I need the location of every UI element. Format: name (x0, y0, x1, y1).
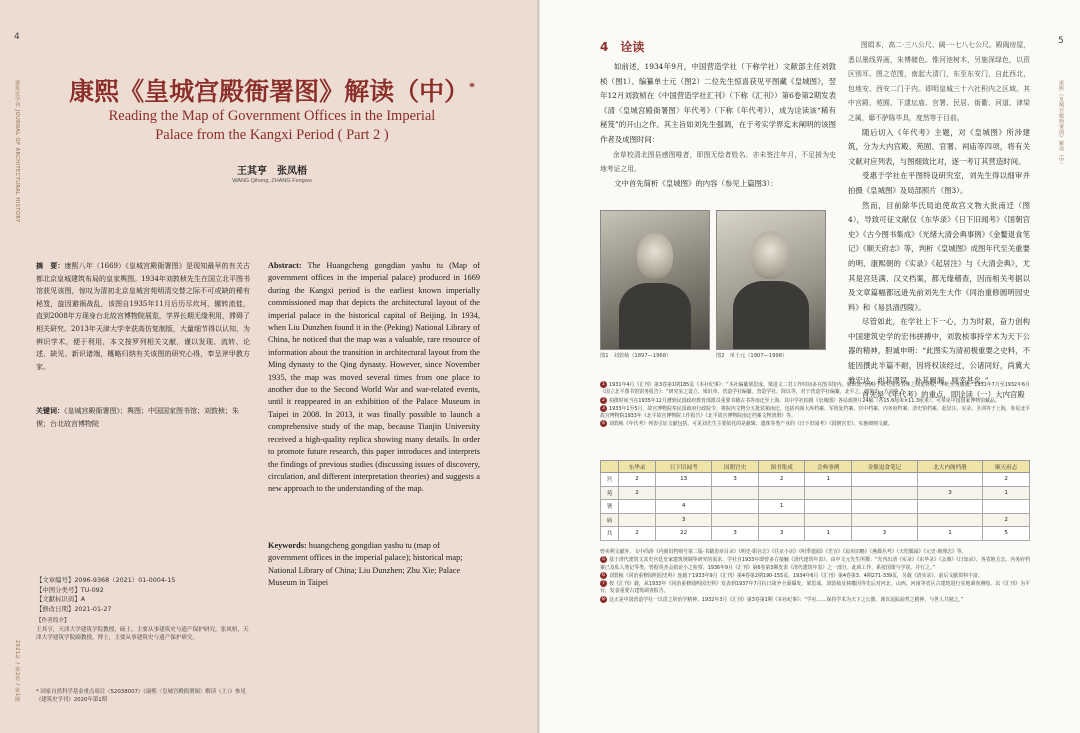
footnote-text: 拍摄时间当在1935年12月遭到民国政府教育部派员重要书籍古书等南迁至上海，其中学社拍摄《皇城图》各局部照片24幅（各15.6厘米×11.3厘米），可参见中国国家博物馆藏品。 (609, 397, 1000, 404)
reference-table (600, 460, 1030, 541)
article-title-cn (62, 72, 482, 108)
table-cell: 宫 (601, 473, 619, 487)
table-cell: 苑 (601, 486, 619, 500)
fund-note: * 国家自然科学基金重点项目（52038007）《康熙〈皇城宫殿衙署图〉解读（上）》参见《建筑史学刊》2020年第1期 (36, 689, 246, 704)
photo-liu-dunzhen (600, 210, 710, 350)
meta-article-number: 【文章编号】2096-9368（2021）01-0004-15 (36, 576, 176, 584)
table-cell: 3 (712, 527, 759, 541)
footnote-text: 1933年1至5月，故宫博物院奉民国政府行政院令，将院内文物分五批装箱南迁，包括内阁大库档案、军机处档案、宫中档案、内务府档案、清史馆档案、起居注、实录、圣训等于上海。参见北平故宫博物院1933年《北平故宫博物院工作报告》《北平故宫博物院南迁档案文物清册》等。 (600, 405, 1030, 420)
table-cell: 5 (983, 527, 1030, 541)
table-cell (712, 513, 759, 527)
body-paragraph: 如前述，1934年9月，中国营造学社（下称学社）文献部主任刘敦桢（图1）、编纂单士元（图2）二位先生惊喜获见平图藏《皇城图》，翌年12月刘敦桢在《中国营造学社汇刊》（下称《汇刊》）第6卷第2期发表《清〈皇城宫殿衙署图〉年代考》（下称《年代考》），成为诠读该“稀有秘笈”的开山之作。其主旨如刘先生强调，在于考实学界迄未阐明的该图作者及成图时间： (600, 62, 836, 144)
table-row (601, 527, 1030, 541)
right-side-title: 康熙《皇城宫殿衙署图》解读（中） (1058, 80, 1064, 168)
footnote (600, 420, 1030, 428)
table-cell (917, 513, 983, 527)
keywords-cn (36, 405, 250, 430)
table-cell (917, 473, 983, 487)
body-column-right (848, 38, 1030, 403)
keywords-cn-text: 《皇城宫殿衙署图》；舆图；中国国家图书馆；刘敦桢；朱偰；台北故宫博物院 (36, 407, 239, 428)
body-paragraph: 随后切入《年代考》主题，对《皇城图》所涉建筑，分为大内宫殿、苑囿、官署、祠庙等四项，将有关文献对应列表，与图细致比对，逐一考订其营造时间。 (848, 127, 1030, 166)
footnote-text: 按《汇刊》载，从1933年《同治重修圆明园史料》发表到1937年7月抗日战争全面爆发，梁思成、刘敦桢及林徽因等先后对河北、山西、河南等省区古建筑进行实地调查测绘，以《汇刊》为平台，发表重要古建筑调查报告。 (600, 581, 1030, 595)
table-cell: 2 (983, 473, 1030, 487)
table-header: 顺天府志 (983, 461, 1030, 473)
footnote (600, 580, 1030, 596)
abstract-cn-label: 摘 要： (36, 261, 65, 270)
footnote (600, 397, 1030, 405)
table-row (601, 486, 1030, 500)
footnote-text: 基于清代建筑文其史宫廷皇家建筑规制等研究的需求，学社自1933年即曾多方接触《清代建筑年表》，由中文元先生所撰：“先刊出清《实录》《东华录》《会典》《日知录》、各省地方志、内务府档案已及私人笔记等类，曾据英杰会拟论小之检察，1936年9月《汇刊》第6卷第3期发表《清代建筑年表》之一部分。此项工作，系按国策与学说，并行之。” (600, 557, 1030, 571)
table-cell: 1 (983, 486, 1030, 500)
table-cell (712, 500, 759, 514)
table-cell: 3 (852, 527, 918, 541)
body-paragraph: 受惠于学社在平图特设研究室，刘先生得以细审并拍摄《皇城图》及局部照片（图3）。 (848, 171, 1030, 195)
table-cell: 署 (601, 500, 619, 514)
table-cell (805, 513, 852, 527)
footnote-text: 这正是中国营造学社一以贯之的治学精神。1932年3月《汇刊》第3卷第1期《本社纪事》：“学社……保持学术为天下之公器，谨以追踪前哲之精神，与世人共勉之。” (609, 596, 964, 603)
fig2-caption: 图2 单士元（1907—1998） (716, 353, 788, 359)
title-en-line1: Reading the Map of Government Offices in the Imperial (108, 108, 436, 124)
footnote-marker: 6 (600, 572, 607, 579)
title-footnote-mark: * (469, 80, 475, 94)
footnote-text: 刘敦桢《同治重修圆明园史料》连载于1933年9月《汇刊》第4卷第2期190-155页，1934年6月《汇刊》第4卷第3、4期271-339页，另载《清实录》，前后文献资料丰富。 (609, 572, 983, 579)
table-cell: 2 (619, 527, 656, 541)
table-cell (619, 513, 656, 527)
table-cell: 1 (758, 500, 805, 514)
footnotes-top (600, 381, 1030, 429)
table-cell: 2 (619, 486, 656, 500)
keywords-en-text: huangcheng gongdian yashu tu (map of government offices in the imperial palace); historical map; National Library of China; Liu Dunzhen; Zhu Xie; Palace Museum in Taipei (268, 541, 463, 588)
table-cell: 庙 (601, 513, 619, 527)
title-cn-text: 康熙《皇城宫殿衙署图》解读（中） (69, 77, 470, 106)
body-paragraph: 然而，目前除华氏局迫使故宫文物大批南迁（图4），导致可征文献仅《东华录》《日下旧闻考》《国朝宫史》《古今图书集成》《光绪大清会典事例》《金鳌退食笔记》《顺天府志》等，判析《皇城图》成图年代至关重要的明、康熙朝的《实录》《起居注》与《大清会典》，尤其是宫廷满、汉文档案，都无缘稽查，因而相关考据以及文章篇幅都远逊先前刘先生大作《同治重修圆明园史料》和《易县清西陵》。 (848, 200, 1030, 312)
table-cell: 共 (601, 527, 619, 541)
title-en-line2: Palace from the Kangxi Period ( Part 2 ) (155, 127, 389, 143)
table-header: 金鳌退食笔记 (852, 461, 918, 473)
footnotes-bottom (600, 549, 1030, 604)
photo-shan-shiyuan (716, 210, 826, 350)
table-row (601, 473, 1030, 487)
footnote (600, 572, 1030, 580)
portrait-body (733, 281, 809, 349)
table-cell (852, 486, 918, 500)
authors-cn: 王其亨 张凤梧 (237, 166, 307, 177)
table-header: 东华录 (619, 461, 656, 473)
journal-side-title: 建筑史学刊 JOURNAL OF ARCHITECTURAL HISTORY (14, 80, 20, 223)
table-cell (917, 500, 983, 514)
table-cell: 3 (917, 486, 983, 500)
meta-classification: 【中图分类号】TU-092 (36, 585, 104, 594)
footnote (600, 596, 1030, 604)
footnote-marker: 4 (600, 420, 607, 427)
body-quote: 图绢本，高二·三八公尺、阔一·七八七公尺。殿阁房屋，悉以墨线界画，朱傅赭色。惟河池树木，另施深绿色，以资区别耳。图之范围，南起大清门，东至东安门，自此西北，包地安、西安二门于内。即明皇城三十六社积内之区域。其中宫殿、苑囿、下逮坛庙、官署、民居、街衢、河道、津梁之属，靡不胪陈毕具，度然等于目前。 (848, 41, 1030, 122)
table-header-row (601, 461, 1030, 473)
fig1-caption: 图1 刘敦桢（1897—1968） (600, 353, 672, 359)
abstract-cn-text: 康熙八年（1669）《皇城宫殿衙署图》是现知最早的有关古都北京皇城建筑布局的皇家舆图。1934年刘敦桢先生在国立北平图书馆获见该图，惊叹为清初北京皇城宫苑明清交替之际不可或缺的稀有秘笈，旋因避祸战乱，该图自1935年11月后历尽坎坷，辗转流徙，直到2008年方现身台北故宫博物院展览，学界长期无缘利用，滞碍了相关研究。2013年天津大学幸获高仿复制版，大量细节得以认知，为辨识学术，便于利用，本文按罗列相关文献，谨以发现、流转、论述、缺见、新识诸端，概略归纳有关该图的研究心得，奉呈斧甲教方家。 (36, 262, 250, 371)
author-info (36, 617, 250, 643)
table-cell (758, 513, 805, 527)
footnote-marker: 8 (600, 596, 607, 603)
footnote (600, 549, 1030, 556)
footnote (600, 405, 1030, 421)
table-cell (805, 500, 852, 514)
table-header: 日下旧闻考 (656, 461, 712, 473)
authors-en: WANG Qiheng, ZHANG Fengwu (232, 178, 312, 184)
footnote-marker: 7 (600, 580, 607, 587)
footnote-text: 刘敦桢《年代考》列表引证文献包括，可见刘先生主要依托的是献辑、遗珠等类产业的《日下旧闻考》《国朝宫史》、实施细则文献。 (609, 421, 893, 428)
abstract-cn (36, 260, 250, 373)
body-paragraph: 首先是《年代考》的重点，即诠读（一）大内宫殿 (862, 390, 1025, 400)
table-cell: 2 (983, 513, 1030, 527)
issue-side-label: 2021年 / 第2卷 / 第1期 (14, 640, 20, 703)
keywords-en-label: Keywords: (268, 541, 307, 550)
table-row (601, 500, 1030, 514)
body-paragraph: 文中首先简析《皇城图》的内容（参见上篇图3）： (614, 178, 778, 188)
table-cell (852, 473, 918, 487)
table-cell: 2 (619, 473, 656, 487)
page-number-left: 4 (14, 32, 20, 42)
table-header: 图书集成 (758, 461, 805, 473)
table-cell: 1 (805, 527, 852, 541)
body-paragraph: 尽管如此，在学社上下一心，力为时艰，奋力创构中国建筑史学的宏伟拼搏中，刘敦桢事持学术为天下公器的精神，胆诚申明：“此图实为清初极重要之史料，不能因撰此半篇不耐，因将权读经过，公诸同好，尚冀大雅宏达，纠其谬误，补其阙漏，则幸甚矣。” (848, 317, 1030, 385)
page-number-right: 5 (1058, 36, 1064, 46)
table-cell (852, 500, 918, 514)
table-cell (983, 500, 1030, 514)
abstract-en (268, 260, 480, 496)
portrait-face (751, 231, 789, 279)
table-cell: 4 (656, 500, 712, 514)
meta-doc-code: 【文献标识码】A (36, 595, 86, 604)
table-cell: 2 (758, 473, 805, 487)
table-cell (712, 486, 759, 500)
table-cell (805, 486, 852, 500)
author-info-text: 王其亨，天津大学建筑学院教授，硕士，主要从事建筑史与遗产保护研究。张凤梧，天津大学建筑学院副教授，博士，主要从事建筑史与遗产保护研究。 (36, 626, 249, 642)
footnote-marker: 1 (600, 381, 607, 388)
table-header: 国朝宫史 (712, 461, 759, 473)
body-quote: 余草校清北图县感图唯者，即图无绘者姓名、亦未签注年月，不足援为史地考证之用。 (600, 150, 836, 174)
table-header: 会典事例 (805, 461, 852, 473)
keywords-cn-label: 关键词： (36, 406, 64, 415)
footnote (600, 556, 1030, 572)
article-metadata (36, 576, 250, 614)
footnote (600, 381, 1030, 397)
table-cell: 3 (712, 473, 759, 487)
table-cell: 13 (656, 473, 712, 487)
table-cell (619, 500, 656, 514)
abstract-en-label: Abstract: (268, 261, 302, 270)
table-cell: 3 (656, 513, 712, 527)
meta-revision-date: 【修改日期】2021-01-27 (36, 604, 112, 613)
body-column-left (600, 60, 836, 191)
table-cell: 22 (656, 527, 712, 541)
table-cell: 3 (758, 527, 805, 541)
table-cell: 1 (917, 527, 983, 541)
portrait-body (619, 283, 691, 349)
table-cell (852, 513, 918, 527)
table-row (601, 513, 1030, 527)
table-cell (758, 486, 805, 500)
footnote-text: 1931年4月《汇刊》第3卷第1期185页《本社纪事》：“本社编纂梁思成、梁进文二君工作时间多在图书馆内。梁识其当局特予研究室及书库之阅览特权，本社至为感激。”1931年7月至1932年6月《国立北平图书馆馆务报告》：“研究室之设立，梁识单，营造学社编纂，营造学社，简以等，对于营造学社编纂，北平之，建筑史，方志等。” (600, 382, 1030, 396)
table-cell (656, 486, 712, 500)
table-cell: 1 (805, 473, 852, 487)
portrait-face (637, 233, 673, 279)
left-page (0, 0, 538, 733)
table-header: 北大内阁档册 (917, 461, 983, 473)
keywords-en (268, 540, 480, 590)
footnote-text: 曾卖利文献外，文中尚涉《内阁旧档则号第二版·书籍表章目录》《明史·职官志》《往京小识》《明季遗闻》《光宣》《宸垣识略》《燕都丛考》《天咫偶闻》《元史·地理志》等。 (600, 549, 967, 555)
article-title-en (60, 107, 484, 145)
footnote-marker: 5 (600, 556, 607, 563)
footnote-marker: 2 (600, 397, 607, 404)
footnote-marker: 3 (600, 405, 607, 412)
author-info-label: 【作者简介】 (36, 618, 70, 624)
table-header (601, 461, 619, 473)
abstract-en-text: The Huangcheng gongdian yashu tu (Map of government offices in the imperial palace) produced in 1669 during the Kangxi period is the earliest known imperially commissioned map that depicts the architectural layout of the imperial palace in the historical capital of Beijing. In 1934, when Liu Dunzhen found it in the (Peking) National Library of China, he noticed that the map was a valuable, rare resource of information about the transition in architectural layout from the Ming dynasty to the Qing dynasty. However, since November 1935, the map was moved several times from one place to another due to the Second World War and war-related events, until it reappeared in an exhibition of the Palace Museum in Taipei in 2008. In 2013, it was finally possible to launch a comprehensive study of the map, because Tianjin University received a high-quality replica showing many details. In order to promote future research, this paper introduces and interprets the findings of previous studies (discussing issues of discovery, circulation, and different interpretation theories) and suggests a new approach to the understanding of the map. (268, 261, 480, 494)
section-heading: 4 诠读 (600, 40, 645, 54)
